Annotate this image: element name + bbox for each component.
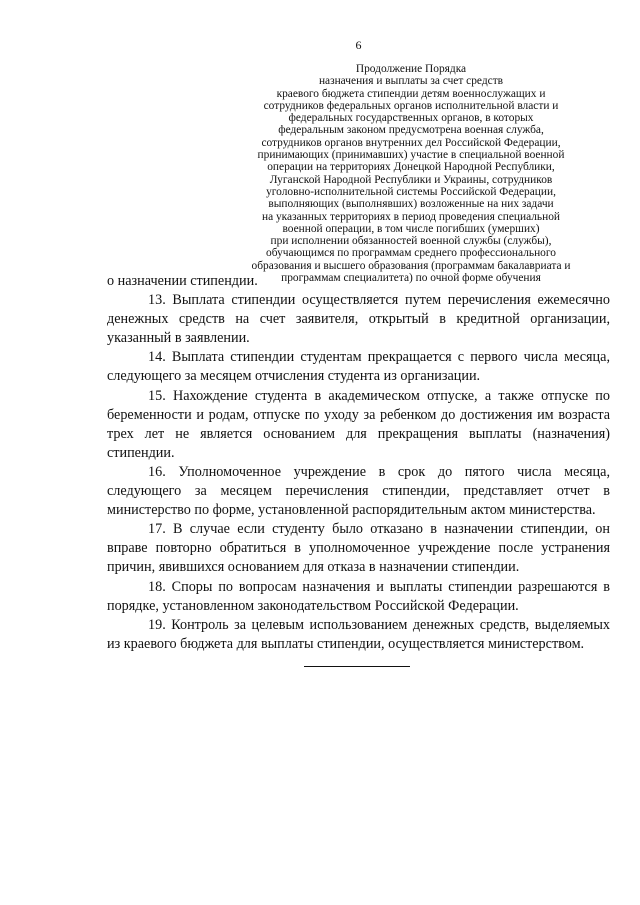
header-line: федеральным законом предусмотрена военная служба, (278, 124, 544, 137)
header-line: обучающимся по программам среднего профессионального (266, 247, 556, 260)
header-line: сотрудников органов внутренних дел Российской Федерации, (261, 136, 561, 149)
header-line: выполняющих (выполнявших) возложенные на них задачи (268, 198, 554, 211)
page-number: 6 (355, 38, 362, 52)
header-line: при исполнении обязанностей военной службы (службы), (270, 235, 552, 248)
paragraph-continuation: о назначении стипендии. (107, 273, 258, 289)
header-line: образования и высшего образования (программам бакалавриата и (251, 259, 571, 272)
document-header (238, 63, 584, 284)
paragraph-18: 18. Споры по вопросам назначения и выплаты стипендии разрешаются в порядке, установленном законодательством Российской Федерации. (107, 578, 610, 614)
paragraph-16: 16. Уполномоченное учреждение в срок до пятого числа месяца, следующего за месяцем перечисления стипендии, представляет отчет в министерство по форме, установленной распорядительным актом министерства. (107, 463, 610, 519)
header-line: операции на территориях Донецкой Народной Республики, (267, 161, 555, 174)
paragraph-14: 14. Выплата стипендии студентам прекращается с первого числа месяца, следующего за месяцем отчисления студента из организации. (107, 349, 610, 385)
paragraph-17: 17. В случае если студенту было отказано в назначении стипендии, он вправе повторно обратиться в уполномоченное учреждение после устранения причин, явившихся основанием для отказа в назначении стипендии. (107, 521, 610, 576)
paragraph-19: 19. Контроль за целевым использованием денежных средств, выделяемых из краевого бюджета для выплаты стипендии, осуществляется министерством. (107, 616, 610, 652)
header-line: принимающих (принимавших) участие в специальной военной (257, 149, 565, 162)
header-line: программам специалитета) по очной форме обучения (281, 272, 541, 285)
paragraph-15: 15. Нахождение студента в академическом отпуске, а также отпуске по беременности и родам, отпуске по уходу за ребенком до достижения им возраста трех лет не является основанием для прекращения выплаты (назначения) стипендии. (107, 387, 610, 461)
header-line: на указанных территориях в период проведения специальной (261, 210, 560, 223)
header-line: краевого бюджета стипендии детям военнослужащих и (276, 87, 546, 100)
header-line: назначения и выплаты за счет средств (318, 75, 504, 88)
header-line: федеральных государственных органов, в которых (288, 112, 534, 125)
header-line: Луганской Народной Республики и Украины, сотрудников (269, 173, 553, 186)
end-rule-divider (304, 666, 410, 667)
header-line: уголовно-исполнительной системы Российской Федерации, (266, 185, 556, 198)
header-line: военной операции, в том числе погибших (умерших) (282, 222, 540, 235)
header-line: Продолжение Порядка (355, 63, 467, 75)
header-line: сотрудников федеральных органов исполнительной власти и (263, 99, 559, 112)
paragraph-13: 13. Выплата стипендии осуществляется путем перечисления ежемесячно денежных средств на счет заявителя, открытый в кредитной организации, указанный в заявлении. (107, 292, 610, 347)
document-body (107, 272, 610, 654)
